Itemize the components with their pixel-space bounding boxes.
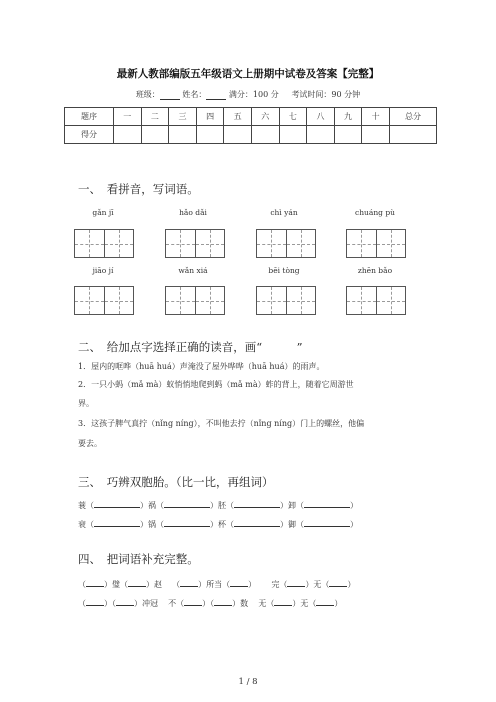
answer-blank[interactable] bbox=[274, 597, 292, 606]
idiom-text: ） bbox=[334, 599, 343, 608]
twin-row-2 bbox=[78, 518, 358, 530]
section4-heading: 四、 把词语补充完整。 bbox=[78, 552, 199, 566]
score-table bbox=[64, 107, 437, 144]
score-head-cell: 二 bbox=[141, 108, 169, 126]
answer-blank[interactable] bbox=[116, 597, 134, 606]
pinyin-label: zhēn bǎo bbox=[357, 266, 393, 275]
question-3: 3．这孩子脾气真拧（nǐng níng），不叫他去拧（nǐng níng）门上的螺丝，他偏 bbox=[78, 419, 365, 428]
score-cell[interactable] bbox=[390, 126, 437, 144]
score-head-cell: 题序 bbox=[65, 108, 114, 126]
idiom-text: ）无（ bbox=[292, 599, 317, 608]
page-title: 最新人教部编版五年级语文上册期中试卷及答案【完整】 bbox=[116, 68, 380, 80]
name-label: 姓名： bbox=[182, 90, 207, 99]
idiom-text: ）数 bbox=[232, 599, 249, 608]
answer-blank[interactable] bbox=[234, 518, 280, 527]
score-head-cell: 七 bbox=[279, 108, 307, 126]
score-head-cell: 三 bbox=[169, 108, 197, 126]
class-blank bbox=[160, 90, 180, 100]
pinyin-label: chì yán bbox=[270, 208, 298, 217]
score-value-row bbox=[65, 126, 437, 144]
score-cell[interactable] bbox=[224, 126, 252, 144]
score-head-cell: 总分 bbox=[390, 108, 437, 126]
pinyin-label: jiāo jí bbox=[92, 266, 114, 275]
idiom-text: （ bbox=[172, 580, 181, 589]
score-head-cell: 五 bbox=[224, 108, 252, 126]
score-header-row bbox=[65, 108, 437, 126]
answer-blank[interactable] bbox=[94, 518, 140, 527]
twin-text: ） bbox=[350, 501, 358, 510]
score-cell[interactable] bbox=[141, 126, 169, 144]
answer-blank[interactable] bbox=[184, 597, 202, 606]
answer-blank[interactable] bbox=[86, 597, 104, 606]
exam-time: 考试时间：90 分钟 bbox=[291, 90, 361, 99]
score-cell[interactable] bbox=[114, 126, 142, 144]
idiom-text: ） bbox=[248, 580, 257, 589]
twin-text: ）御（ bbox=[280, 520, 304, 529]
section3-heading: 三、 巧辨双胞胎。（比一比，再组词） bbox=[78, 475, 274, 489]
writing-grid[interactable] bbox=[165, 286, 225, 315]
answer-blank[interactable] bbox=[304, 499, 350, 508]
class-label: 班级： bbox=[135, 90, 160, 99]
question-2: 2．一只小蚂（mǎ mà）蚁悄悄地爬到蚂（mǎ mà）蚱的背上，随着它周游世 bbox=[78, 380, 354, 389]
score-head-cell: 十 bbox=[362, 108, 390, 126]
writing-grid[interactable] bbox=[74, 229, 134, 258]
question-3-cont: 要去。 bbox=[78, 439, 102, 448]
section1-heading: 一、 看拼音，写词语。 bbox=[78, 182, 199, 196]
idiom-text: ）无（ bbox=[305, 580, 330, 589]
answer-blank[interactable] bbox=[287, 578, 305, 587]
idiom-text: ）（ bbox=[104, 599, 116, 608]
idiom-text: ）冲冠 bbox=[134, 599, 158, 608]
idiom-text: （ bbox=[78, 599, 86, 608]
answer-blank[interactable] bbox=[234, 499, 280, 508]
answer-blank[interactable] bbox=[94, 499, 140, 508]
full-score: 满分：100 分 bbox=[228, 90, 279, 99]
idiom-text: ）（ bbox=[202, 599, 215, 608]
score-head-cell: 四 bbox=[196, 108, 224, 126]
score-cell[interactable] bbox=[196, 126, 224, 144]
name-blank bbox=[206, 90, 226, 100]
score-cell[interactable] bbox=[279, 126, 307, 144]
idiom-row-2 bbox=[78, 597, 342, 609]
twin-text: ）祸（ bbox=[140, 501, 164, 510]
question-2-cont: 界。 bbox=[78, 399, 94, 408]
writing-grid[interactable] bbox=[165, 229, 225, 258]
idiom-text: ）所当（ bbox=[198, 580, 231, 589]
writing-grid[interactable] bbox=[74, 286, 134, 315]
score-head-cell: 八 bbox=[307, 108, 335, 126]
section2-heading: 二、 给加点字选择正确的读音，画“ ” bbox=[78, 340, 303, 354]
score-row-label: 得分 bbox=[65, 126, 114, 144]
answer-blank[interactable] bbox=[214, 597, 232, 606]
answer-blank[interactable] bbox=[180, 578, 198, 587]
answer-blank[interactable] bbox=[164, 518, 210, 527]
idiom-text: 不（ bbox=[168, 599, 185, 608]
exam-info bbox=[0, 89, 496, 100]
score-cell[interactable] bbox=[307, 126, 335, 144]
answer-blank[interactable] bbox=[128, 578, 146, 587]
score-head-cell: 一 bbox=[114, 108, 142, 126]
idiom-text: 完（ bbox=[271, 580, 288, 589]
pinyin-label: bēi tòng bbox=[268, 266, 300, 275]
writing-grid[interactable] bbox=[256, 286, 316, 315]
twin-text: 衰（ bbox=[78, 520, 94, 529]
idiom-text: ）璧（ bbox=[104, 580, 128, 589]
idiom-text: ）赵 bbox=[146, 580, 162, 589]
twin-text: ）杯（ bbox=[210, 520, 234, 529]
idiom-text: 无（ bbox=[258, 599, 275, 608]
twin-text: ）胚（ bbox=[210, 501, 234, 510]
answer-blank[interactable] bbox=[230, 578, 248, 587]
score-cell[interactable] bbox=[169, 126, 197, 144]
answer-blank[interactable] bbox=[164, 499, 210, 508]
score-cell[interactable] bbox=[334, 126, 362, 144]
idiom-text: ） bbox=[347, 580, 356, 589]
score-head-cell: 六 bbox=[251, 108, 279, 126]
pinyin-label: chuáng pù bbox=[355, 208, 395, 217]
twin-text: ） bbox=[350, 520, 358, 529]
twin-text: ）锅（ bbox=[140, 520, 164, 529]
idiom-text: （ bbox=[78, 580, 86, 589]
twin-row-1 bbox=[78, 499, 358, 511]
writing-grid[interactable] bbox=[256, 229, 316, 258]
score-cell[interactable] bbox=[251, 126, 279, 144]
writing-grid[interactable] bbox=[346, 229, 406, 258]
score-cell[interactable] bbox=[362, 126, 390, 144]
page-number: 1 / 8 bbox=[238, 677, 258, 687]
twin-text: 蓑（ bbox=[78, 501, 94, 510]
pinyin-label: hǎo dǎi bbox=[179, 208, 207, 217]
question-1: 1．屋内的哐哗（huā huá）声淹没了屋外哗哗（huā huá）的雨声。 bbox=[78, 362, 325, 371]
score-head-cell: 九 bbox=[334, 108, 362, 126]
answer-blank[interactable] bbox=[316, 597, 334, 606]
answer-blank[interactable] bbox=[304, 518, 350, 527]
pinyin-label: wǎn xiá bbox=[178, 266, 208, 275]
pinyin-label: gǎn jī bbox=[92, 208, 114, 217]
writing-grid[interactable] bbox=[346, 286, 406, 315]
answer-blank[interactable] bbox=[86, 578, 104, 587]
idiom-row-1 bbox=[78, 578, 355, 590]
twin-text: ）卸（ bbox=[280, 501, 304, 510]
answer-blank[interactable] bbox=[329, 578, 347, 587]
